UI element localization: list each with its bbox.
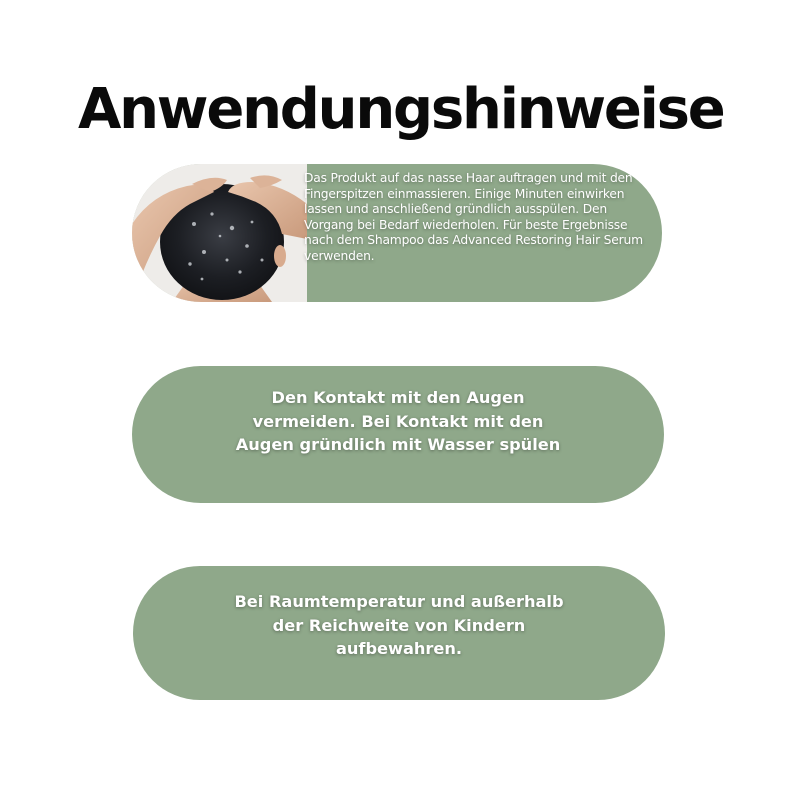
card-text: Bei Raumtemperatur und außerhalb der Reichweite von Kindern aufbewahren. [234, 592, 564, 658]
page-title: Anwendungshinweise [78, 77, 724, 142]
hair-washing-photo [132, 164, 307, 302]
usage-card-application [132, 164, 662, 302]
card-text: Das Produkt auf das nasse Haar auftragen und mit den Fingerspitzen einmassieren. Einige Minuten einwirken lassen und anschließend gründlich ausspülen. Den Vorgang bei Bedarf wiederholen. Für beste Ergebnisse nach dem Shampoo das Advanced Restoring Hair Serum verwenden. [304, 171, 643, 263]
usage-card-storage [133, 566, 665, 700]
usage-card-eye-warning [132, 366, 664, 503]
card-text: Den Kontakt mit den Augen vermeiden. Bei Kontakt mit den Augen gründlich mit Wasser spülen [235, 388, 561, 454]
